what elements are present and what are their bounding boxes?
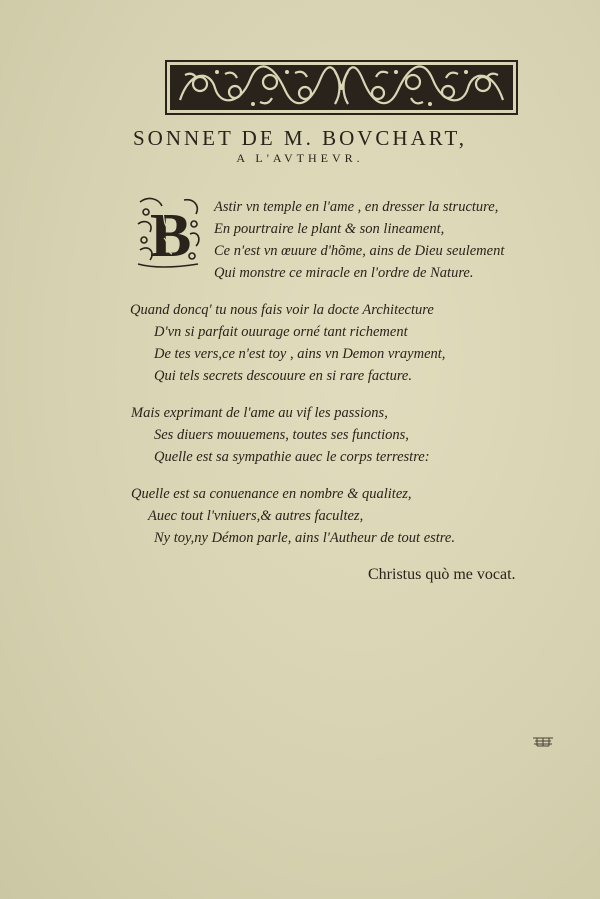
drop-cap-letter: B — [150, 202, 192, 270]
verse-line: D'vn si parfait ouurage orné tant richement — [154, 324, 408, 340]
sonnet-title: SONNET DE M. BOVCHART, — [132, 126, 468, 150]
floral-headpiece-ornament — [165, 60, 518, 115]
verse-line: Qui monstre ce miracle en l'ordre de Nature. — [214, 265, 474, 281]
verse-line: En pourtraire le plant & son lineament, — [214, 221, 445, 237]
verse-line: Ses diuers mouuemens, toutes ses functions, — [154, 427, 409, 443]
author-motto: Christus quò me vocat. — [368, 566, 516, 583]
bleed-through-texture — [300, 608, 304, 625]
verse-line: Mais exprimant de l'ame au vif les passions, — [131, 405, 388, 421]
verse-line: Quelle est sa sympathie auec le corps terrestre: — [154, 449, 430, 465]
verse-line: De tes vers,ce n'est toy , ains vn Demon vrayment, — [154, 346, 446, 362]
verse-line: Ny toy,ny Démon parle, ains l'Autheur de tout estre. — [154, 530, 455, 546]
decorated-initial-b — [134, 194, 206, 270]
verse-line: Auec tout l'vniuers,& autres facultez, — [148, 508, 364, 524]
verse-line: Qui tels secrets descouure en si rare facture. — [154, 368, 412, 384]
sonnet-subtitle: A L'AVTHEVR. — [236, 151, 364, 165]
verse-line: Ce n'est vn œuure d'hõme, ains de Dieu seulement — [214, 243, 505, 259]
verse-line: Quand doncq' tu nous fais voir la docte Architecture — [130, 302, 434, 318]
printer-mark-icon — [531, 736, 555, 748]
verse-line: Quelle est sa conuenance en nombre & qualitez, — [131, 486, 412, 502]
verse-line: Astir vn temple en l'ame , en dresser la structure, — [214, 199, 499, 215]
